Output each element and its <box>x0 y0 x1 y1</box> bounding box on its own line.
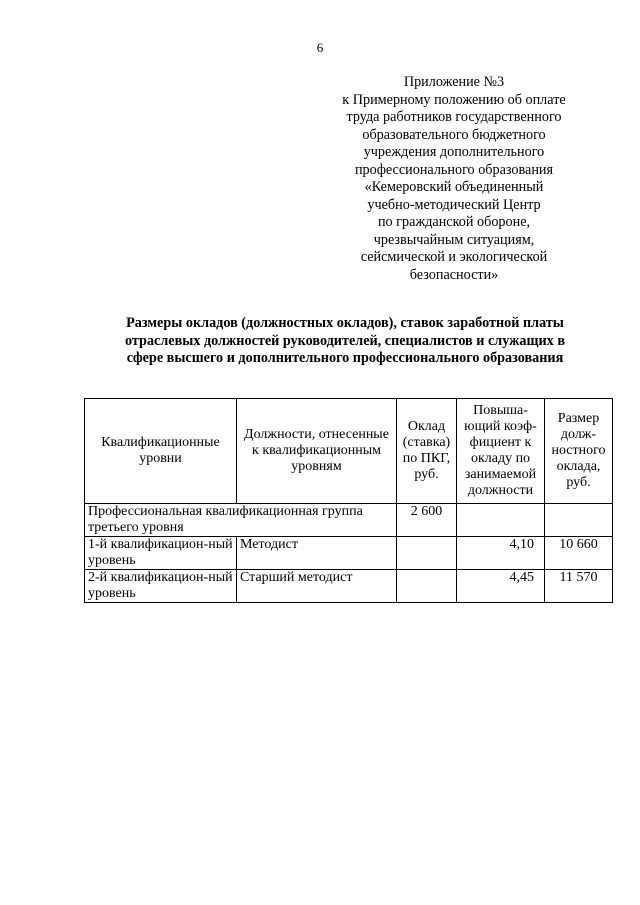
appendix-line: сейсмической и экологической <box>360 249 548 265</box>
appendix-line: к Примерному положению об оплате <box>342 91 566 108</box>
appendix-line: Приложение №3 <box>403 74 505 90</box>
table-row <box>85 570 613 603</box>
appendix-line: безопасности» <box>409 266 499 283</box>
row-level: 1-й квалификацион-ный уровень <box>85 537 237 570</box>
row-coefficient: 4,10 <box>457 537 545 570</box>
salary-table <box>84 398 613 603</box>
empty-cell <box>397 537 457 570</box>
appendix-line: труда работников государственного <box>346 109 562 125</box>
appendix-line: профессионального образования <box>354 161 554 178</box>
title-line: Размеры окладов (должностных окладов), ставок заработной платы <box>126 315 564 331</box>
empty-cell <box>397 570 457 603</box>
header-positions: Должности, отнесенные к квалификационным уровням <box>237 399 397 504</box>
appendix-line: учреждения дополнительного <box>363 144 545 160</box>
title-line: отраслевых должностей руководителей, специалистов и служащих в <box>125 332 565 349</box>
row-level: 2-й квалификацион-ный уровень <box>85 570 237 603</box>
appendix-line: по гражданской обороне, <box>377 214 531 230</box>
appendix-header <box>316 74 592 284</box>
group-name: Профессиональная квалификационная группа третьего уровня <box>85 504 397 537</box>
row-coefficient: 4,45 <box>457 570 545 603</box>
appendix-line: чрезвычайным ситуациям, <box>373 231 535 248</box>
row-position: Методист <box>237 537 397 570</box>
row-official-salary: 10 660 <box>545 537 613 570</box>
document-title <box>80 315 610 368</box>
empty-cell <box>545 504 613 537</box>
table-row <box>85 537 613 570</box>
appendix-line: образовательного бюджетного <box>362 126 546 143</box>
appendix-line: «Кемеровский объединенный <box>364 179 544 195</box>
page-number: 6 <box>316 40 324 55</box>
table-header-row <box>85 399 613 504</box>
title-line: сфере высшего и дополнительного профессионального образования <box>126 350 564 366</box>
appendix-line: учебно-методический Центр <box>367 196 541 213</box>
group-salary: 2 600 <box>397 504 457 537</box>
header-official-salary: Размер долж-ностного оклада, руб. <box>545 399 613 504</box>
row-official-salary: 11 570 <box>545 570 613 603</box>
table-row-group <box>85 504 613 537</box>
header-coefficient: Повыша-ющий коэф-фициент к окладу по занимаемой должности <box>457 399 545 504</box>
empty-cell <box>457 504 545 537</box>
header-levels: Квалификационные уровни <box>85 399 237 504</box>
header-salary: Оклад (ставка) по ПКГ, руб. <box>397 399 457 504</box>
row-position: Старший методист <box>237 570 397 603</box>
